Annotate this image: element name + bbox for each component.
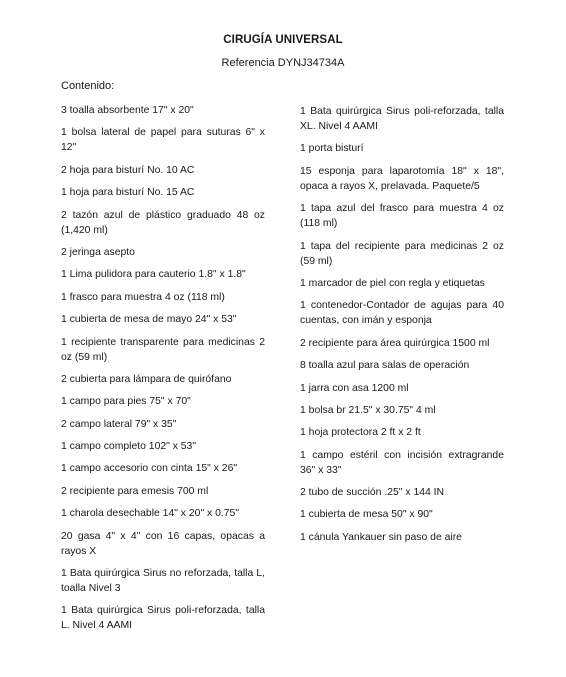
- list-item: 8 toalla azul para salas de operación: [300, 360, 470, 372]
- list-item: 1 Bata quirúrgica Sirus poli-reforzada, talla XL. Nivel 4 AAMI: [300, 106, 504, 132]
- list-item: 1 frasco para muestra 4 oz (118 ml): [61, 291, 225, 303]
- list-item: 2 recipiente para emesis 700 ml: [61, 485, 209, 497]
- list-item: 1 hoja protectora 2 ft x 2 ft: [300, 427, 421, 439]
- list-item: 2 tazón azul de plástico graduado 48 oz (1,420 ml): [61, 209, 265, 236]
- list-item: 20 gasa 4" x 4" con 16 capas, opacas a rayos X: [61, 530, 265, 557]
- list-item: 2 jeringa asepto: [61, 246, 135, 258]
- contents-label: Contenido:: [61, 80, 115, 92]
- list-item: 1 recipiente transparente para medicinas 2 oz (59 ml): [61, 336, 265, 363]
- left-item-column: [61, 103, 265, 641]
- list-item: 1 campo completo 102" x 53": [61, 441, 197, 453]
- list-item: 2 recipiente para área quirúrgica 1500 ml: [300, 337, 490, 349]
- list-item: 15 esponja para laparotomía 18" x 18", opaca a rayos X, prelavada. Paquete/5: [300, 165, 504, 192]
- list-item: 1 campo estéril con incisión extragrande 36" x 33": [300, 449, 504, 476]
- list-item: 1 tapa del recipiente para medicinas 2 oz (59 ml): [300, 240, 504, 267]
- list-item: 2 tubo de succión .25" x 144 IN: [300, 487, 445, 499]
- list-item: 1 tapa azul del frasco para muestra 4 oz (118 ml): [300, 203, 504, 230]
- list-item: 1 charola desechable 14" x 20" x 0.75": [61, 508, 240, 520]
- document-title: CIRUGÍA UNIVERSAL: [223, 34, 343, 46]
- list-item: 1 campo para pies 75" x 70": [61, 396, 191, 408]
- list-item: 1 contenedor-Contador de agujas para 40 cuentas, con imán y esponja: [300, 300, 504, 327]
- list-item: 1 hoja para bisturí No. 15 AC: [61, 187, 195, 199]
- list-item: 3 toalla absorbente 17" x 20": [61, 105, 194, 116]
- list-item: 1 porta bisturí: [300, 143, 364, 155]
- list-item: 2 cubierta para lámpara de quirófano: [61, 373, 232, 385]
- list-item: 2 hoja para bisturí No. 10 AC: [61, 164, 195, 176]
- list-item: 1 Bata quirúrgica Sirus poli-reforzada, talla L. Nivel 4 AAMI: [61, 605, 265, 632]
- list-item: 1 Lima pulidora para cauterio 1.8" x 1.8": [61, 269, 246, 281]
- list-item: 2 campo lateral 79" x 35": [61, 418, 177, 430]
- list-item: 1 campo accesorio con cinta 15" x 26": [61, 463, 238, 475]
- right-item-column: [300, 104, 504, 552]
- list-item: 1 marcador de piel con regla y etiquetas: [300, 277, 485, 289]
- list-item: 1 cánula Yankauer sin paso de aire: [300, 531, 462, 543]
- list-item: 1 cubierta de mesa 50" x 90": [300, 509, 433, 521]
- list-item: 1 bolsa br 21.5" x 30.75" 4 ml: [300, 404, 436, 416]
- list-item: 1 jarra con asa 1200 ml: [300, 382, 409, 394]
- list-item: 1 bolsa lateral de papel para suturas 6" x 12": [61, 127, 265, 154]
- reference-number: Referencia DYNJ34734A: [221, 57, 345, 69]
- list-item: 1 Bata quirúrgica Sirus no reforzada, talla L, toalla Nivel 3: [61, 568, 265, 595]
- list-item: 1 cubierta de mesa de mayo 24" x 53": [61, 314, 237, 326]
